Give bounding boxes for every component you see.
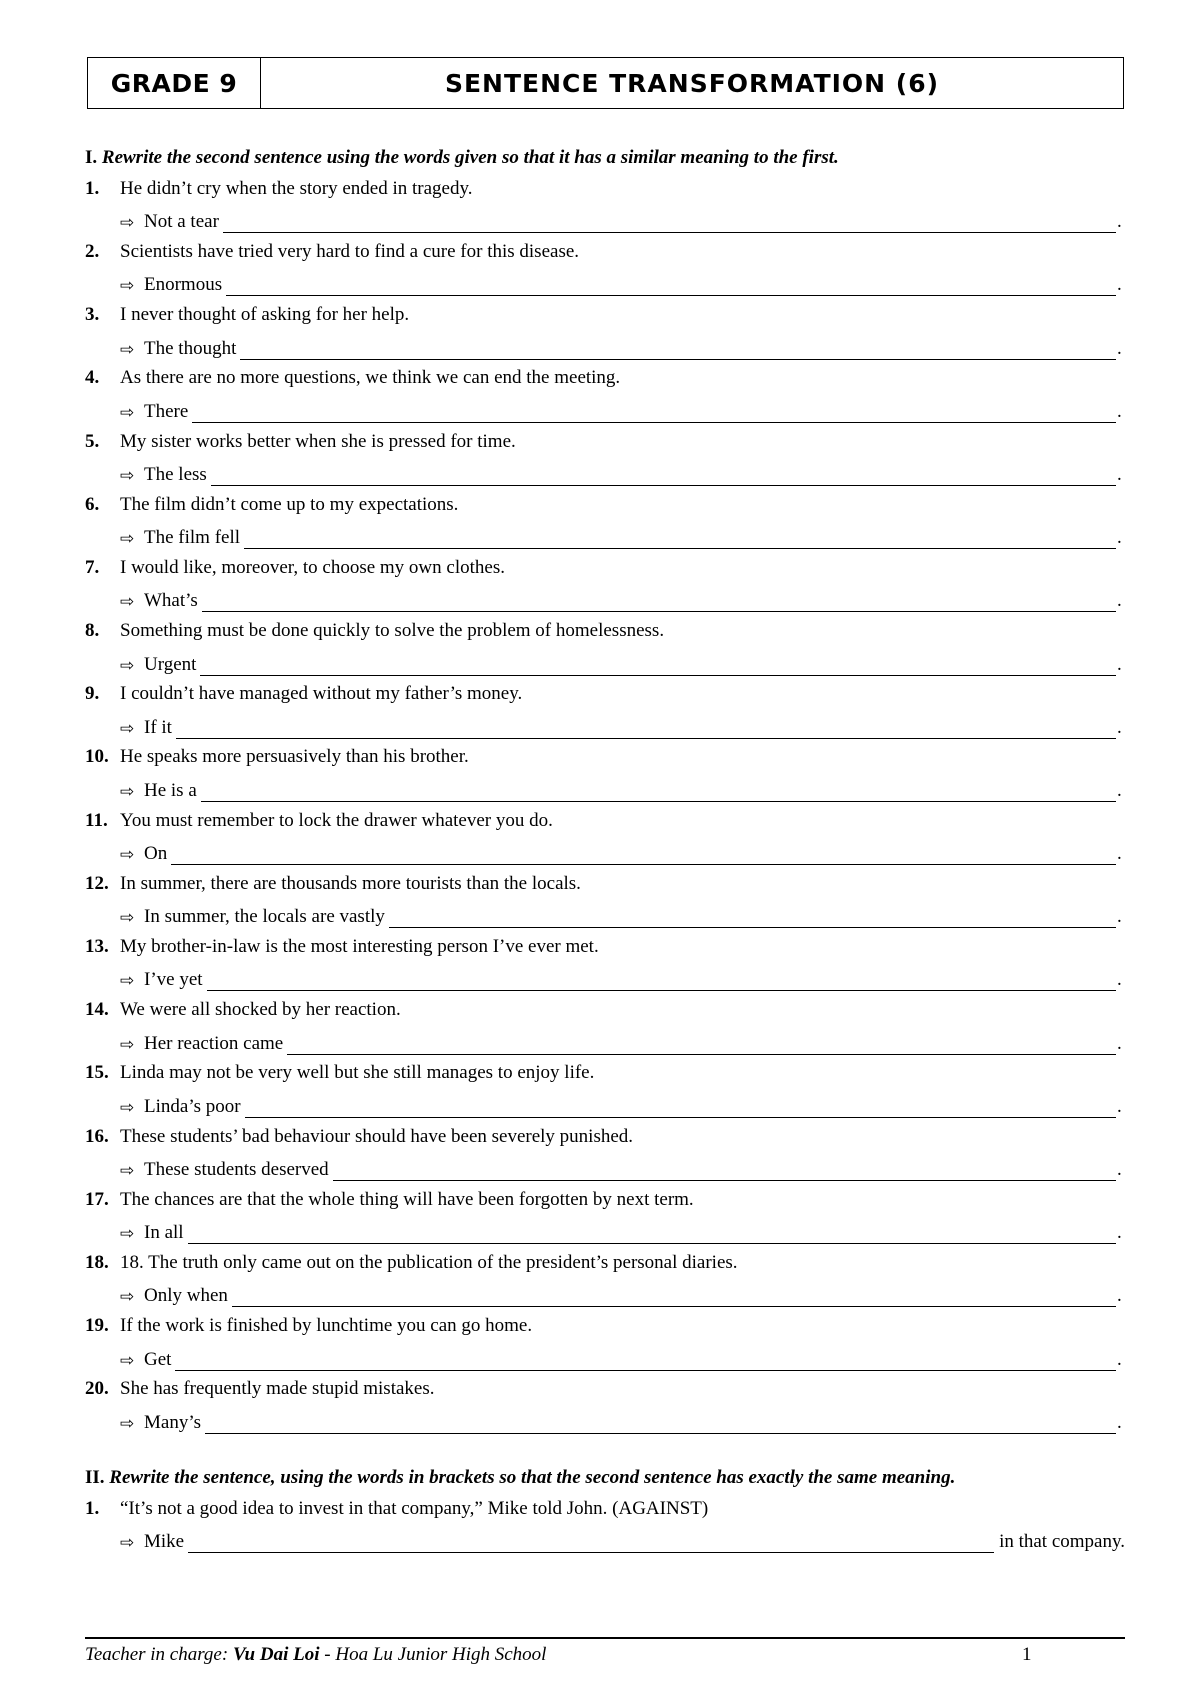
- section-2-instruction: [85, 1463, 1125, 1493]
- question-item: [85, 1374, 1125, 1406]
- answer-line: [85, 1405, 1125, 1437]
- answer-blank[interactable]: [171, 846, 1116, 865]
- answer-blank[interactable]: [188, 1534, 994, 1553]
- answer-period: .: [1117, 274, 1122, 296]
- arrow-icon: ⇨: [120, 1034, 135, 1055]
- answer-blank[interactable]: [176, 720, 1116, 739]
- title-box: [87, 57, 1124, 109]
- question-number: 17.: [85, 1188, 109, 1210]
- answer-line: [85, 710, 1125, 742]
- arrow-icon: ⇨: [120, 908, 135, 929]
- answer-period: .: [1117, 1285, 1122, 1307]
- question-sentence: As there are no more questions, we think we can end the meeting.: [120, 367, 621, 389]
- answer-line: [85, 1216, 1125, 1248]
- question-item: [85, 931, 1125, 963]
- answer-line: [85, 647, 1125, 679]
- answer-prefix: In summer, the locals are vastly: [144, 906, 385, 928]
- answer-prefix: The film fell: [144, 527, 241, 549]
- question-number: 18.: [85, 1251, 109, 1273]
- arrow-icon: ⇨: [120, 213, 135, 234]
- question-sentence: I would like, moreover, to choose my own clothes.: [120, 556, 505, 578]
- question-number: 20.: [85, 1378, 109, 1400]
- question-item: [85, 173, 1125, 205]
- answer-prefix: He is a: [144, 779, 197, 801]
- question-number: 10.: [85, 746, 109, 768]
- answer-period: .: [1117, 716, 1122, 738]
- answer-period: .: [1117, 1032, 1122, 1054]
- answer-prefix: There: [144, 400, 189, 422]
- answer-blank[interactable]: [245, 1099, 1116, 1118]
- arrow-icon: ⇨: [120, 276, 135, 297]
- question-sentence: You must remember to lock the drawer whatever you do.: [120, 809, 553, 831]
- answer-line: [85, 1342, 1125, 1374]
- section-2-number: II.: [85, 1466, 105, 1488]
- answer-blank[interactable]: [175, 1352, 1116, 1371]
- question-item: [85, 489, 1125, 521]
- answer-period: .: [1117, 1159, 1122, 1180]
- arrow-icon: ⇨: [120, 529, 135, 550]
- answer-period: .: [1117, 400, 1122, 422]
- arrow-icon: ⇨: [120, 971, 135, 992]
- arrow-icon: ⇨: [120, 655, 135, 676]
- question-item: [85, 1121, 1125, 1153]
- answer-line: [85, 1152, 1125, 1184]
- question-item: [85, 742, 1125, 774]
- answer-line: [85, 1279, 1125, 1311]
- answer-blank[interactable]: [201, 783, 1116, 802]
- arrow-icon: ⇨: [120, 1097, 135, 1118]
- answer-prefix: In all: [144, 1222, 184, 1244]
- question-item: [85, 805, 1125, 837]
- answer-period: .: [1117, 463, 1122, 485]
- footer-divider: [85, 1637, 1125, 1639]
- question-sentence: Linda may not be very well but she still manages to enjoy life.: [120, 1062, 595, 1084]
- question-sentence: He speaks more persuasively than his brother.: [120, 746, 469, 768]
- page-number: 1: [1022, 1644, 1032, 1665]
- answer-blank[interactable]: [389, 909, 1116, 928]
- answer-period: .: [1117, 906, 1122, 928]
- answer-line: [85, 205, 1125, 237]
- answer-blank[interactable]: [240, 341, 1116, 360]
- arrow-icon: ⇨: [120, 592, 135, 613]
- question-sentence: I couldn’t have managed without my father’s money.: [120, 683, 523, 705]
- answer-line: [85, 457, 1125, 489]
- answer-prefix: The thought: [144, 337, 237, 359]
- question-number: 9.: [85, 683, 100, 705]
- question-item: [85, 1310, 1125, 1342]
- question-number: 1.: [85, 1497, 100, 1519]
- answer-period: .: [1117, 1222, 1122, 1244]
- question-number: 11.: [85, 809, 108, 831]
- question-number: 14.: [85, 999, 109, 1021]
- answer-suffix: in that company.: [999, 1530, 1125, 1552]
- arrow-icon: ⇨: [120, 718, 135, 739]
- footer: [85, 1644, 1125, 1668]
- answer-blank[interactable]: [244, 530, 1116, 549]
- answer-blank[interactable]: [192, 404, 1116, 423]
- answer-period: .: [1117, 1095, 1122, 1117]
- question-item: [85, 363, 1125, 395]
- answer-prefix: What’s: [144, 590, 198, 612]
- arrow-icon: ⇨: [120, 1413, 135, 1434]
- section-1-instruction-text: Rewrite the second sentence using the words given so that it has a similar meaning to the first.: [101, 147, 839, 168]
- answer-prefix: Urgent: [144, 653, 197, 675]
- question-number: 6.: [85, 493, 100, 515]
- answer-period: .: [1117, 337, 1122, 359]
- answer-blank[interactable]: [205, 1415, 1116, 1434]
- answer-blank[interactable]: [211, 467, 1116, 486]
- question-item: [85, 868, 1125, 900]
- answer-prefix: Linda’s poor: [144, 1095, 241, 1117]
- question-number: 3.: [85, 304, 100, 326]
- arrow-icon: ⇨: [120, 1287, 135, 1308]
- question-number: 4.: [85, 367, 100, 389]
- answer-blank[interactable]: [226, 277, 1116, 296]
- arrow-icon: ⇨: [120, 1224, 135, 1245]
- arrow-icon: ⇨: [120, 465, 135, 486]
- answer-line: [85, 268, 1125, 300]
- answer-blank[interactable]: [232, 1288, 1116, 1307]
- question-item: [85, 994, 1125, 1026]
- answer-line: [85, 1089, 1125, 1121]
- answer-prefix: Her reaction came: [144, 1032, 284, 1054]
- question-sentence: These students’ bad behaviour should have been severely punished.: [120, 1125, 634, 1147]
- question-item: [85, 299, 1125, 331]
- section-1-instruction: [85, 142, 1125, 173]
- answer-period: .: [1117, 590, 1122, 612]
- question-sentence: The chances are that the whole thing will have been forgotten by next term.: [120, 1188, 694, 1210]
- question-sentence: Scientists have tried very hard to find a cure for this disease.: [120, 240, 580, 262]
- question-item: [85, 552, 1125, 584]
- answer-prefix: Many’s: [144, 1411, 201, 1433]
- answer-prefix: The less: [144, 463, 207, 485]
- question-sentence: My brother-in-law is the most interesting person I’ve ever met.: [120, 936, 599, 958]
- answer-blank[interactable]: [287, 1036, 1116, 1055]
- question-number: 8.: [85, 620, 100, 642]
- question-sentence: She has frequently made stupid mistakes.: [120, 1378, 435, 1400]
- answer-prefix: Not a tear: [144, 211, 219, 233]
- answer-period: .: [1117, 1411, 1122, 1433]
- section-1-number: I.: [85, 147, 98, 168]
- question-item: [85, 615, 1125, 647]
- arrow-icon: ⇨: [120, 781, 135, 802]
- question-sentence: I never thought of asking for her help.: [120, 304, 410, 326]
- question-item: [85, 1058, 1125, 1090]
- teacher-name: Vu Dai Loi: [232, 1644, 320, 1665]
- answer-prefix: Get: [144, 1348, 172, 1370]
- worksheet-title: SENTENCE TRANSFORMATION (6): [444, 68, 940, 98]
- question-item: [85, 1493, 1125, 1525]
- arrow-icon: ⇨: [120, 1350, 135, 1371]
- arrow-icon: ⇨: [120, 1161, 135, 1181]
- answer-period: .: [1117, 843, 1122, 865]
- answer-prefix: On: [144, 843, 168, 865]
- answer-line: [85, 1524, 1125, 1556]
- question-sentence: We were all shocked by her reaction.: [120, 999, 401, 1021]
- question-sentence: In summer, there are thousands more tourists than the locals.: [120, 872, 581, 894]
- answer-prefix: Enormous: [144, 274, 223, 296]
- section-1-question-list: [85, 173, 1125, 1437]
- question-number: 15.: [85, 1062, 109, 1084]
- answer-line: [85, 836, 1125, 868]
- arrow-icon: ⇨: [120, 845, 135, 866]
- answer-period: .: [1117, 653, 1122, 675]
- answer-period: .: [1117, 779, 1122, 801]
- answer-blank[interactable]: [200, 657, 1116, 676]
- question-sentence: If the work is finished by lunchtime you can go home.: [120, 1315, 533, 1337]
- answer-period: .: [1117, 969, 1122, 991]
- answer-line: [85, 394, 1125, 426]
- question-number: 5.: [85, 430, 100, 452]
- question-number: 13.: [85, 936, 109, 958]
- answer-blank[interactable]: [188, 1225, 1116, 1244]
- answer-line: [85, 773, 1125, 805]
- question-item: [85, 236, 1125, 268]
- answer-line: [85, 521, 1125, 553]
- school-name: - Hoa Lu Junior High School: [319, 1644, 547, 1665]
- answer-blank[interactable]: [333, 1162, 1116, 1181]
- section-2-instruction-text: Rewrite the sentence, using the words in brackets so that the second sentence has exactly the same meaning.: [109, 1466, 956, 1488]
- question-number: 12.: [85, 872, 109, 894]
- question-sentence: 18. The truth only came out on the publication of the president’s personal diaries.: [120, 1251, 738, 1273]
- answer-line: [85, 584, 1125, 616]
- arrow-icon: ⇨: [120, 1532, 135, 1553]
- footer-label: Teacher in charge:: [85, 1644, 233, 1665]
- question-sentence: My sister works better when she is pressed for time.: [120, 430, 516, 452]
- arrow-icon: ⇨: [120, 402, 135, 423]
- section-2-question-list: [85, 1493, 1125, 1556]
- question-number: 19.: [85, 1315, 109, 1337]
- question-number: 1.: [85, 177, 100, 199]
- question-number: 16.: [85, 1125, 109, 1147]
- answer-line: [85, 963, 1125, 995]
- answer-prefix: Mike: [144, 1530, 185, 1552]
- question-item: [85, 1247, 1125, 1279]
- worksheet-body: [85, 142, 1125, 1556]
- question-item: [85, 426, 1125, 458]
- answer-prefix: If it: [144, 716, 172, 738]
- question-sentence: Something must be done quickly to solve the problem of homelessness.: [120, 620, 665, 642]
- answer-blank[interactable]: [207, 972, 1116, 991]
- answer-blank[interactable]: [202, 593, 1116, 612]
- answer-blank[interactable]: [223, 214, 1116, 233]
- answer-period: .: [1117, 527, 1122, 549]
- answer-prefix: I’ve yet: [144, 969, 203, 991]
- question-sentence: He didn’t cry when the story ended in tragedy.: [120, 177, 473, 199]
- arrow-icon: ⇨: [120, 339, 135, 360]
- question-sentence: “It’s not a good idea to invest in that company,” Mike told John. (AGAINST): [120, 1497, 709, 1519]
- answer-line: [85, 1026, 1125, 1058]
- question-number: 2.: [85, 240, 100, 262]
- grade-label: GRADE 9: [88, 58, 261, 108]
- answer-line: [85, 900, 1125, 932]
- question-sentence: The film didn’t come up to my expectations.: [120, 493, 459, 515]
- question-number: 7.: [85, 556, 100, 578]
- answer-period: .: [1117, 1348, 1122, 1370]
- answer-prefix: Only when: [144, 1285, 228, 1307]
- question-item: [85, 679, 1125, 711]
- question-item: [85, 1184, 1125, 1216]
- answer-period: .: [1117, 211, 1122, 233]
- answer-prefix: These students deserved: [144, 1159, 329, 1180]
- answer-line: [85, 331, 1125, 363]
